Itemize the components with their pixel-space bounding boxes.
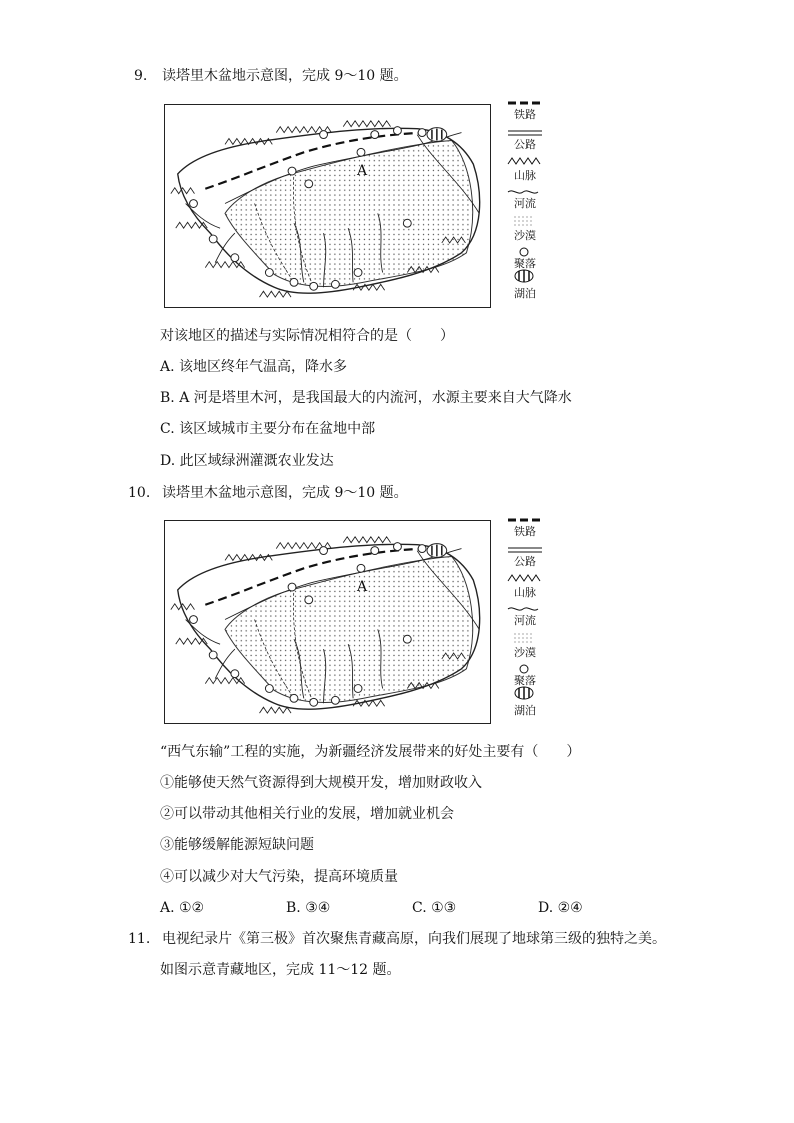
legend-railway: 铁路 <box>514 108 536 121</box>
legend-mountain: 山脉 <box>514 586 536 599</box>
legend-road: 公路 <box>514 138 536 151</box>
option-c[interactable]: C. 该区域城市主要分布在盆地中部 <box>160 421 376 437</box>
map-graphic <box>165 105 489 306</box>
choice-d[interactable]: D. ②④ <box>538 900 583 916</box>
legend-road: 公路 <box>514 555 536 568</box>
legend-river: 河流 <box>514 614 536 627</box>
legend-river: 河流 <box>514 197 536 210</box>
map-legend <box>506 100 556 310</box>
map-graphic <box>165 521 489 722</box>
legend-desert: 沙漠 <box>514 646 536 659</box>
choice-a[interactable]: A. ①② <box>160 900 205 916</box>
question-stem-line1: 电视纪录片《第三极》首次聚焦青藏高原，向我们展现了地球第三级的独特之美。 <box>162 931 666 947</box>
statement-4: ④可以减少对大气污染，提高环境质量 <box>160 869 398 885</box>
question-text: 对该地区的描述与实际情况相符合的是（ ） <box>160 328 454 344</box>
statement-1: ①能够使天然气资源得到大规模开发，增加财政收入 <box>160 775 482 791</box>
question-text: “西气东输”工程的实施，为新疆经济发展带来的好处主要有（ ） <box>160 744 581 760</box>
question-number: 9. <box>134 68 148 84</box>
choice-c[interactable]: C. ①③ <box>412 900 457 916</box>
question-stem: 读塔里木盆地示意图，完成 9～10 题。 <box>162 68 408 84</box>
tarim-basin-map <box>164 520 491 724</box>
statement-2: ②可以带动其他相关行业的发展，增加就业机会 <box>160 806 454 822</box>
map-label-a: A <box>357 579 368 595</box>
legend-settlement: 聚落 <box>514 257 536 270</box>
map-legend <box>506 517 556 727</box>
tarim-basin-map <box>164 104 491 308</box>
legend-railway: 铁路 <box>514 525 536 538</box>
question-number: 11. <box>128 931 151 947</box>
option-a[interactable]: A. 该地区终年气温高，降水多 <box>160 359 348 375</box>
legend-mountain: 山脉 <box>514 169 536 182</box>
legend-lake: 湖泊 <box>514 287 536 300</box>
question-stem: 读塔里木盆地示意图，完成 9～10 题。 <box>162 485 408 501</box>
question-number: 10. <box>128 485 151 501</box>
choice-b[interactable]: B. ③④ <box>286 900 331 916</box>
option-d[interactable]: D. 此区域绿洲灌溉农业发达 <box>160 453 334 469</box>
question-stem-line2: 如图示意青藏地区，完成 11～12 题。 <box>160 962 401 978</box>
statement-3: ③能够缓解能源短缺问题 <box>160 837 314 853</box>
legend-lake: 湖泊 <box>514 704 536 717</box>
legend-settlement: 聚落 <box>514 674 536 687</box>
map-label-a: A <box>357 163 368 179</box>
legend-desert: 沙漠 <box>514 229 536 242</box>
option-b[interactable]: B. A 河是塔里木河，是我国最大的内流河，水源主要来自大气降水 <box>160 390 572 406</box>
